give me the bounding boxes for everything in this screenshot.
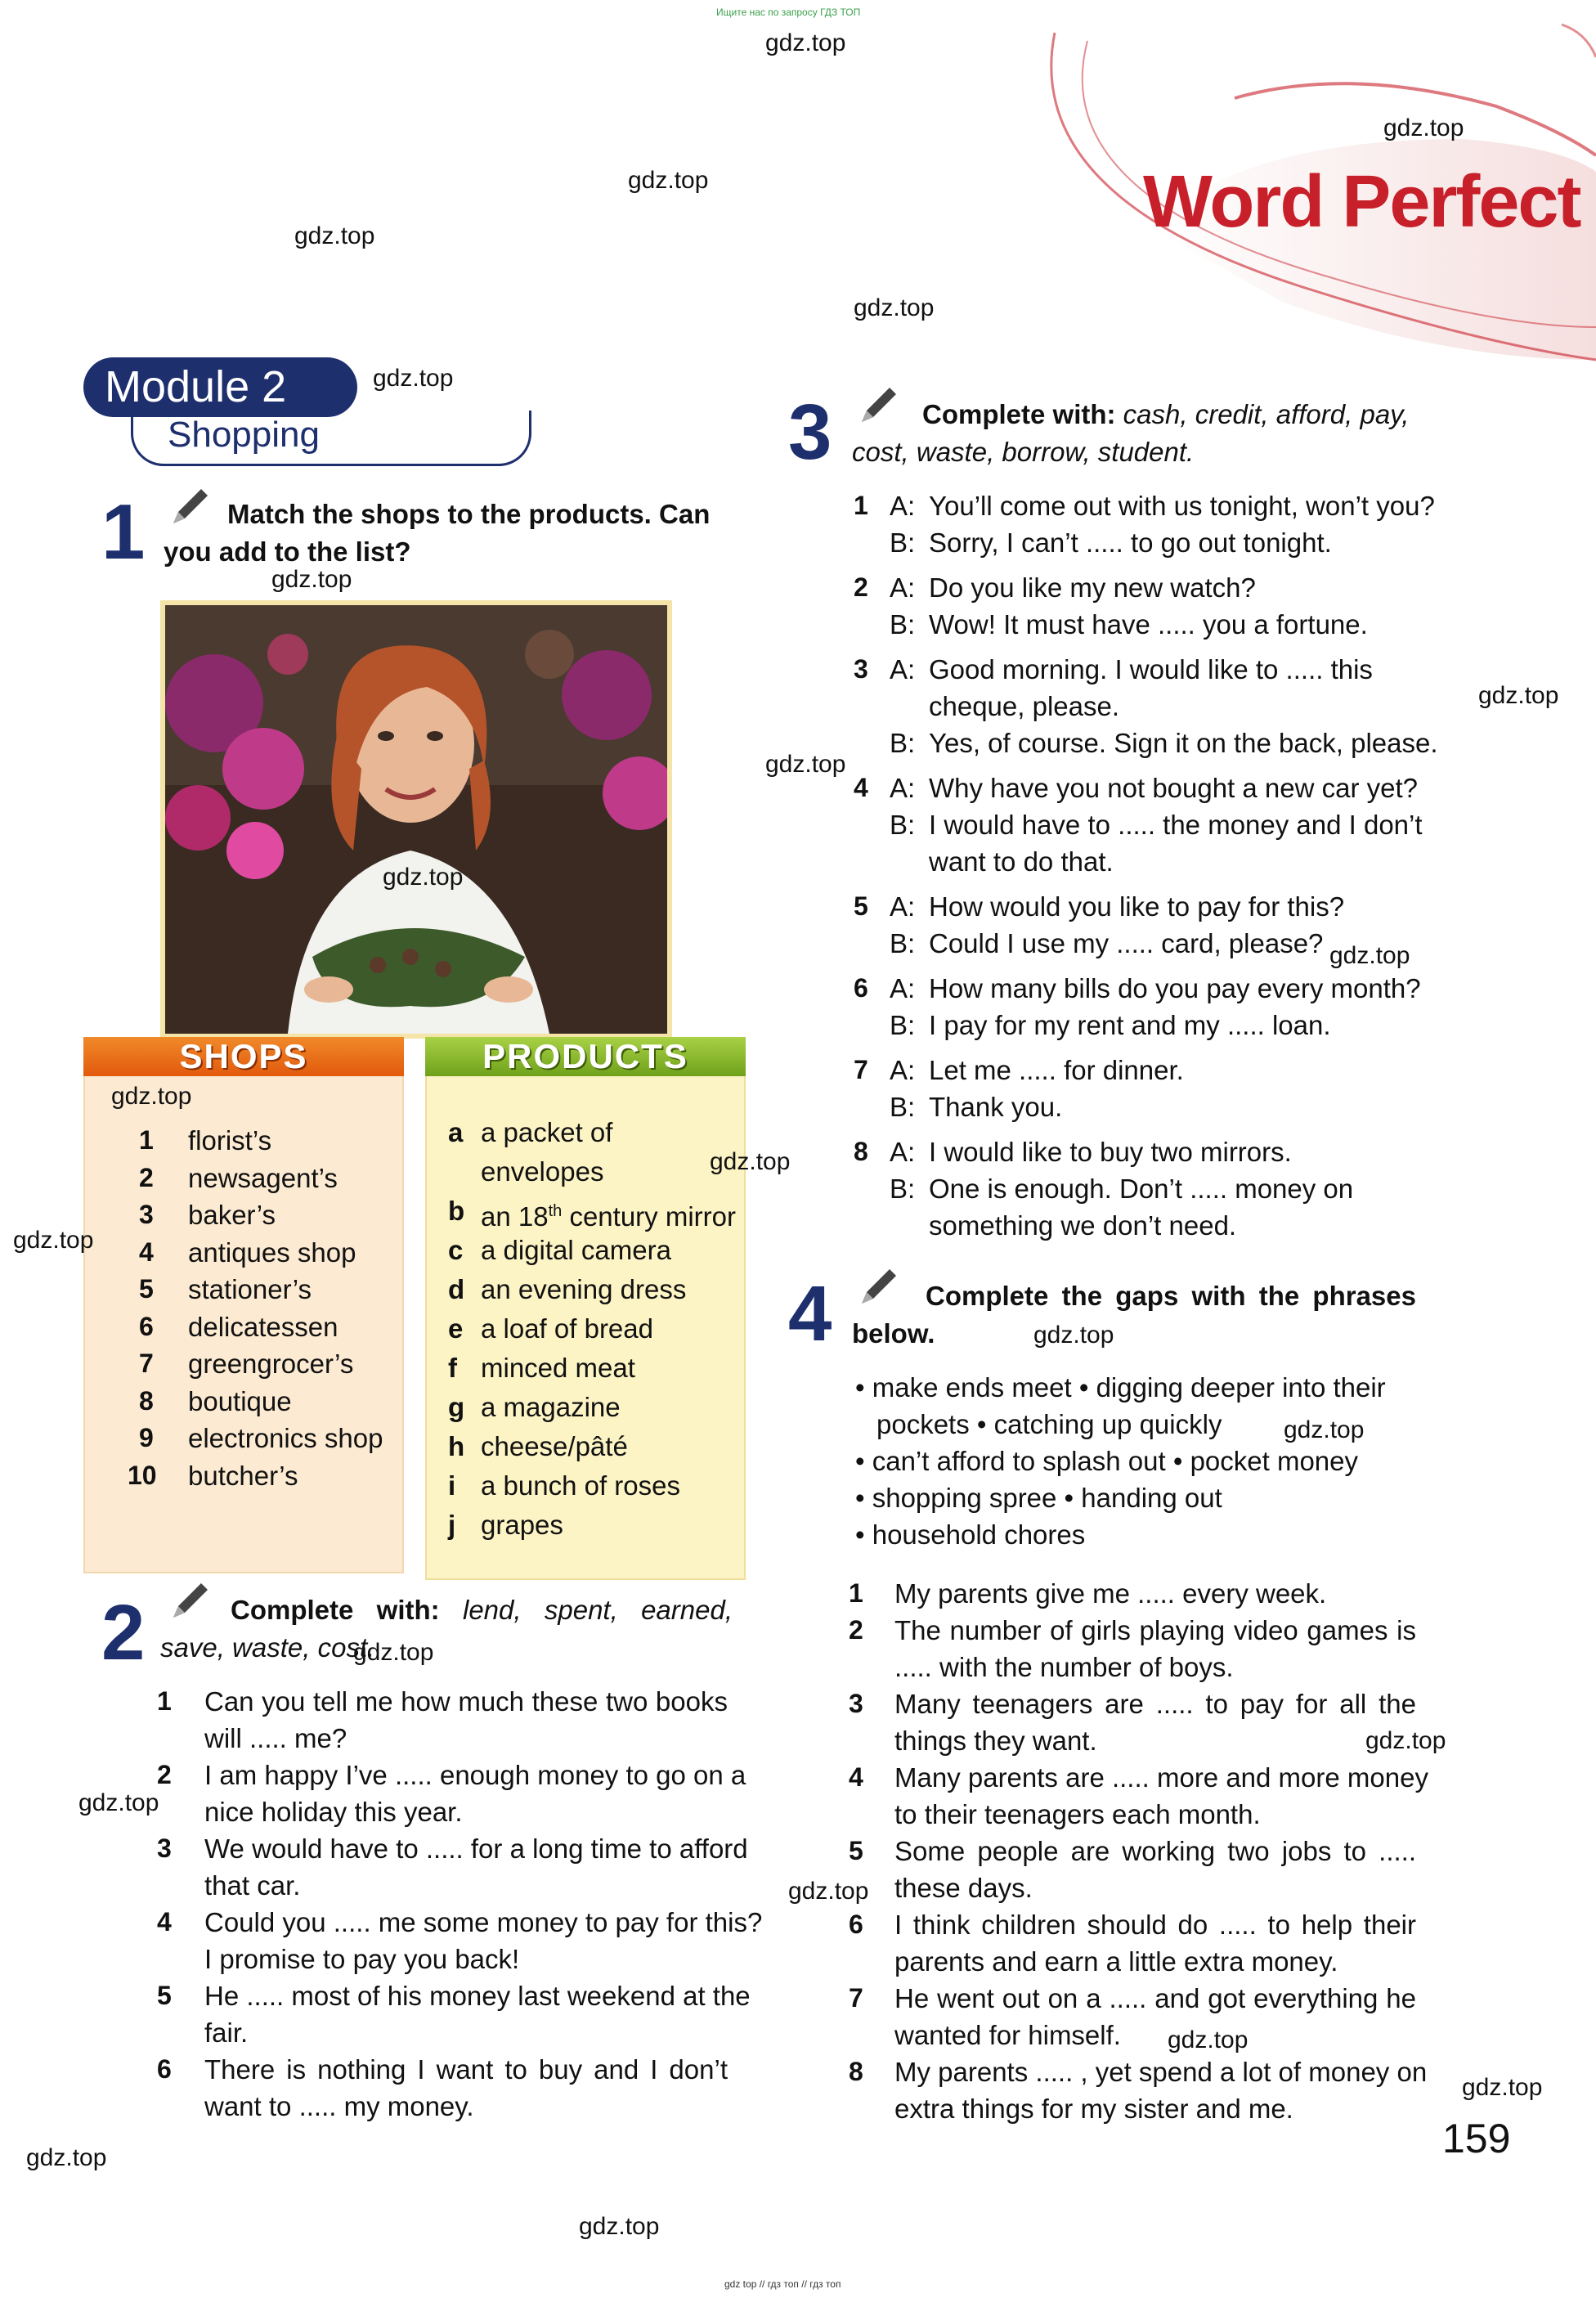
- product-item: [448, 1271, 742, 1310]
- exercise-2-number: 2: [101, 1589, 146, 1676]
- item-text: boutique: [188, 1385, 292, 1416]
- dialogue-item: [847, 651, 1436, 761]
- item-number: 5: [139, 1274, 154, 1304]
- watermark: gdz.top: [710, 1148, 791, 1175]
- dialogue-line: B: Yes, of course. Sign it on the back, please.: [847, 725, 1436, 761]
- item-line: My parents ..... , yet spend a lot of money on: [894, 2057, 1428, 2087]
- item-text: delicatessen: [188, 1311, 338, 1342]
- item-number: 1: [139, 1125, 154, 1155]
- exercise-3-items: [847, 487, 1436, 1252]
- watermark: gdz.top: [294, 222, 375, 249]
- item-line: want to ..... my money.: [204, 2091, 474, 2121]
- exercise-2-items: [155, 1683, 763, 2125]
- watermark: gdz.top: [26, 2144, 107, 2171]
- shop-item: [131, 1308, 401, 1346]
- speaker-label: A:: [890, 491, 916, 521]
- item-text: stationer’s: [188, 1274, 312, 1304]
- item-letter: h: [448, 1431, 465, 1461]
- speaker-label: A:: [890, 572, 916, 603]
- phrase-line: • household chores: [855, 1519, 1086, 1550]
- florist-photo: [160, 600, 672, 1039]
- item-letter: j: [448, 1510, 456, 1540]
- speaker-label: B:: [890, 527, 916, 558]
- dialogue-line: A: Good morning. I would like to ..... this: [847, 651, 1436, 688]
- exercise-item: [847, 1833, 1419, 1906]
- item-letter: i: [448, 1470, 456, 1501]
- exercise-4-number: 4: [788, 1270, 832, 1358]
- shops-header: SHOPS: [83, 1037, 404, 1076]
- watermark: gdz.top: [373, 365, 454, 392]
- exercise-1-number: 1: [101, 488, 146, 576]
- watermark: gdz.top: [271, 566, 352, 593]
- dialogue-item: [847, 770, 1436, 880]
- dialogue-line: B: Wow! It must have ..... you a fortune.: [847, 606, 1436, 643]
- superscript: th: [548, 1202, 563, 1220]
- product-item: [448, 1467, 742, 1506]
- item-line: things they want.: [894, 1726, 1097, 1756]
- dialogue-line: want to do that.: [929, 846, 1114, 877]
- item-line: He ..... most of his money last weekend at the: [204, 1981, 751, 2011]
- item-text: envelopes: [481, 1156, 604, 1187]
- item-text: grapes: [481, 1510, 563, 1540]
- item-number: 1: [849, 1578, 863, 1608]
- dialogue-line: B: Could I use my ..... card, please?: [847, 925, 1436, 962]
- exercise-item: [847, 1612, 1419, 1685]
- products-list: [448, 1114, 742, 1546]
- shop-item: [131, 1196, 401, 1234]
- item-number: 3: [157, 1833, 172, 1863]
- watermark: gdz.top: [353, 1639, 434, 1666]
- item-number: 6: [849, 1910, 863, 1939]
- item-line: that car.: [204, 1870, 301, 1901]
- item-letter: c: [448, 1235, 464, 1265]
- product-item: [448, 1192, 742, 1232]
- exercise-item: [155, 1757, 746, 1830]
- item-number: 6: [157, 2054, 172, 2084]
- product-item: [448, 1153, 742, 1192]
- watermark: gdz.top: [1033, 1322, 1114, 1349]
- item-line: The number of girls playing video games is: [894, 1615, 1416, 1645]
- dialogue-item: [847, 569, 1436, 643]
- item-number: 3: [139, 1200, 154, 1229]
- item-line: to their teenagers each month.: [894, 1799, 1261, 1829]
- exercise-item: [847, 1575, 1419, 1612]
- item-number: 4: [854, 773, 868, 802]
- exercise-2-instruction: Complete with: lend, spent, earned, save, waste, cost.: [160, 1595, 733, 1663]
- watermark: gdz.top: [1383, 114, 1464, 141]
- watermark: gdz.top: [13, 1227, 94, 1254]
- item-text: minced meat: [481, 1353, 635, 1383]
- item-text: a magazine: [481, 1392, 621, 1422]
- item-line: My parents give me ..... every week.: [894, 1578, 1327, 1609]
- dialogue-line: A: Do you like my new watch?: [847, 569, 1436, 606]
- speaker-label: B:: [890, 609, 916, 640]
- item-line: nice holiday this year.: [204, 1797, 463, 1827]
- item-line: Can you tell me how much these two books: [204, 1686, 728, 1717]
- item-line: wanted for himself.: [894, 2020, 1121, 2050]
- page-number: 159: [1442, 2116, 1511, 2161]
- item-letter: b: [448, 1196, 465, 1226]
- speaker-label: A:: [890, 773, 916, 803]
- module-pill: Module 2: [83, 357, 357, 417]
- watermark: gdz.top: [383, 864, 464, 891]
- shop-item: [131, 1420, 401, 1457]
- dialogue-line: B: I would have to ..... the money and I don’t: [847, 806, 1436, 843]
- product-item: [448, 1310, 742, 1349]
- item-number: 1: [854, 491, 868, 520]
- exercise-4-instruction: Complete the gaps with the phrases below.: [852, 1281, 1416, 1349]
- speaker-label: A:: [890, 1137, 916, 1167]
- exercise-item: [155, 1683, 736, 1757]
- item-number: 6: [854, 973, 868, 1003]
- exercise-4-phrases: [855, 1369, 1428, 1553]
- watermark: gdz.top: [765, 29, 846, 56]
- item-line: Many teenagers are ..... to pay for all the: [894, 1689, 1416, 1719]
- item-number: 2: [157, 1760, 172, 1789]
- item-line: parents and earn a little extra money.: [894, 1946, 1338, 1977]
- item-text: a packet of: [481, 1117, 613, 1147]
- item-number: 4: [139, 1237, 154, 1267]
- shop-item: [131, 1122, 401, 1160]
- shop-item: [131, 1383, 401, 1421]
- dialogue-item: [847, 1052, 1436, 1125]
- speaker-label: B:: [890, 810, 916, 840]
- item-text: florist’s: [188, 1125, 272, 1156]
- item-text: an evening dress: [481, 1274, 687, 1304]
- item-line: will ..... me?: [204, 1723, 347, 1753]
- shop-item: [131, 1160, 401, 1197]
- phrase-line: • shopping spree • handing out: [855, 1483, 1222, 1513]
- item-number: 5: [849, 1836, 863, 1865]
- item-text: a loaf of bread: [481, 1313, 653, 1344]
- item-number: 7: [849, 1983, 863, 2013]
- speaker-label: B:: [890, 1010, 916, 1040]
- item-number: 4: [849, 1762, 863, 1792]
- dialogue-line: something we don’t need.: [929, 1210, 1237, 1241]
- item-number: 8: [849, 2057, 863, 2086]
- shop-item: [128, 1457, 401, 1495]
- item-number: 5: [157, 1981, 172, 2010]
- product-item: [448, 1389, 742, 1428]
- speaker-label: B:: [890, 1092, 916, 1122]
- item-text: butcher’s: [188, 1460, 298, 1491]
- dialogue-line: A: Let me ..... for dinner.: [847, 1052, 1436, 1088]
- exercise-item: [847, 1685, 1419, 1759]
- dialogue-line: cheque, please.: [929, 691, 1120, 721]
- item-text: an 18th century mirror: [481, 1201, 736, 1232]
- exercise-item: [847, 1906, 1419, 1980]
- exercise-4-items: [847, 1575, 1428, 2127]
- exercise-3-number: 3: [788, 388, 832, 476]
- item-line: these days.: [894, 1873, 1033, 1903]
- item-line: I promise to pay you back!: [204, 1944, 520, 1974]
- exercise-item: [155, 1904, 763, 1977]
- exercise-3-instruction: Complete with: cash, credit, afford, pay, cost, waste, borrow, student.: [852, 399, 1410, 467]
- product-item: [448, 1349, 742, 1389]
- watermark: gdz.top: [579, 2213, 660, 2240]
- shop-item: [131, 1345, 401, 1383]
- exercise-item: [847, 1759, 1428, 1833]
- item-letter: e: [448, 1313, 464, 1344]
- dialogue-line: B: I pay for my rent and my ..... loan.: [847, 1007, 1436, 1044]
- product-item: [448, 1506, 742, 1546]
- item-number: 4: [157, 1907, 172, 1937]
- shop-item: [131, 1234, 401, 1272]
- watermark: gdz.top: [1168, 2026, 1249, 2053]
- item-line: I am happy I’ve ..... enough money to go on a: [204, 1760, 746, 1790]
- speaker-label: B:: [890, 928, 916, 958]
- item-line: There is nothing I want to buy and I don’t: [204, 2054, 728, 2085]
- exercise-item: [155, 1977, 751, 2051]
- watermark: gdz.top: [788, 1878, 869, 1905]
- item-line: We would have to ..... for a long time to afford: [204, 1833, 748, 1864]
- item-line: Some people are working two jobs to .....: [894, 1836, 1416, 1866]
- dialogue-line: B: Sorry, I can’t ..... to go out tonight.: [847, 524, 1436, 561]
- item-number: 9: [139, 1423, 154, 1452]
- product-item: [448, 1428, 742, 1467]
- item-line: I think children should do ..... to help their: [894, 1910, 1416, 1940]
- item-number: 2: [854, 572, 868, 602]
- top-search-note: Ищите нас по запросу ГДЗ ТОП: [716, 7, 861, 18]
- dialogue-item: [847, 487, 1436, 561]
- book-title: Word Perfect: [1143, 161, 1580, 243]
- item-text: newsagent’s: [188, 1162, 338, 1193]
- dialogue-line: A: Why have you not bought a new car yet?: [847, 770, 1436, 806]
- item-number: 8: [854, 1137, 868, 1166]
- footer-note: gdz top // гдз топ // гдз топ: [724, 2278, 841, 2290]
- item-number: 8: [139, 1385, 154, 1416]
- dialogue-line: B: Thank you.: [847, 1088, 1436, 1125]
- watermark: gdz.top: [628, 167, 709, 194]
- item-number: 5: [854, 891, 868, 921]
- item-number: 2: [139, 1162, 154, 1192]
- item-letter: d: [448, 1274, 465, 1304]
- speaker-label: A:: [890, 1055, 916, 1085]
- item-text: a digital camera: [481, 1235, 671, 1265]
- speaker-label: A:: [890, 654, 916, 684]
- watermark: gdz.top: [111, 1083, 192, 1110]
- watermark: gdz.top: [1284, 1416, 1365, 1443]
- item-number: 3: [854, 654, 868, 684]
- module-topic: Shopping: [131, 411, 531, 466]
- shops-list: [128, 1122, 401, 1494]
- phrase-line: • make ends meet • digging deeper into their: [855, 1372, 1386, 1403]
- watermark: gdz.top: [1365, 1727, 1446, 1754]
- speaker-label: B:: [890, 1174, 916, 1204]
- item-line: extra things for my sister and me.: [894, 2094, 1293, 2124]
- item-letter: g: [448, 1392, 465, 1422]
- phrase-line: pockets • catching up quickly: [876, 1409, 1222, 1439]
- item-number: 6: [139, 1311, 154, 1341]
- speaker-label: A:: [890, 973, 916, 1003]
- watermark: gdz.top: [78, 1789, 159, 1816]
- watermark: gdz.top: [1462, 2074, 1543, 2101]
- product-item: [448, 1232, 742, 1271]
- item-line: Many parents are ..... more and more money: [894, 1762, 1428, 1793]
- exercise-item: [847, 1980, 1419, 2053]
- exercise-item: [155, 2051, 736, 2125]
- item-text: cheese/pâté: [481, 1431, 628, 1461]
- watermark: gdz.top: [854, 294, 935, 321]
- speaker-label: A:: [890, 891, 916, 922]
- item-letter: f: [448, 1353, 457, 1383]
- dialogue-item: [847, 1133, 1436, 1244]
- dialogue-line: A: How many bills do you pay every month?: [847, 970, 1436, 1007]
- dialogue-item: [847, 970, 1436, 1044]
- products-header: PRODUCTS: [425, 1037, 746, 1076]
- watermark: gdz.top: [765, 751, 846, 778]
- item-line: ..... with the number of boys.: [894, 1652, 1234, 1682]
- item-number: 3: [849, 1689, 863, 1718]
- exercise-1-instruction: Match the shops to the products. Can you add to the list?: [164, 499, 711, 567]
- watermark: gdz.top: [1478, 682, 1559, 709]
- shop-item: [131, 1271, 401, 1308]
- item-text: electronics shop: [188, 1423, 383, 1453]
- exercise-item: [847, 2053, 1428, 2127]
- dialogue-line: B: One is enough. Don’t ..... money on: [847, 1170, 1436, 1207]
- item-text: baker’s: [188, 1200, 276, 1230]
- item-letter: a: [448, 1117, 464, 1147]
- item-text: a bunch of roses: [481, 1470, 680, 1501]
- item-line: fair.: [204, 2017, 249, 2048]
- dialogue-line: A: I would like to buy two mirrors.: [847, 1133, 1436, 1170]
- watermark: gdz.top: [1329, 942, 1410, 969]
- item-line: Could you ..... me some money to pay for this?: [204, 1907, 763, 1937]
- item-text: greengrocer’s: [188, 1349, 354, 1379]
- dialogue-line: A: You’ll come out with us tonight, won’t you?: [847, 487, 1436, 524]
- dialogue-line: A: How would you like to pay for this?: [847, 888, 1436, 925]
- product-item: [448, 1114, 742, 1153]
- phrase-line: • can’t afford to splash out • pocket money: [855, 1446, 1359, 1476]
- item-line: He went out on a ..... and got everything he: [894, 1983, 1416, 2013]
- exercise-item: [155, 1830, 748, 1904]
- item-number: 7: [854, 1055, 868, 1084]
- speaker-label: B:: [890, 728, 916, 758]
- item-number: 10: [128, 1460, 157, 1490]
- item-number: 2: [849, 1615, 863, 1645]
- item-number: 7: [139, 1349, 154, 1378]
- item-number: 1: [157, 1686, 172, 1716]
- item-text: antiques shop: [188, 1237, 356, 1268]
